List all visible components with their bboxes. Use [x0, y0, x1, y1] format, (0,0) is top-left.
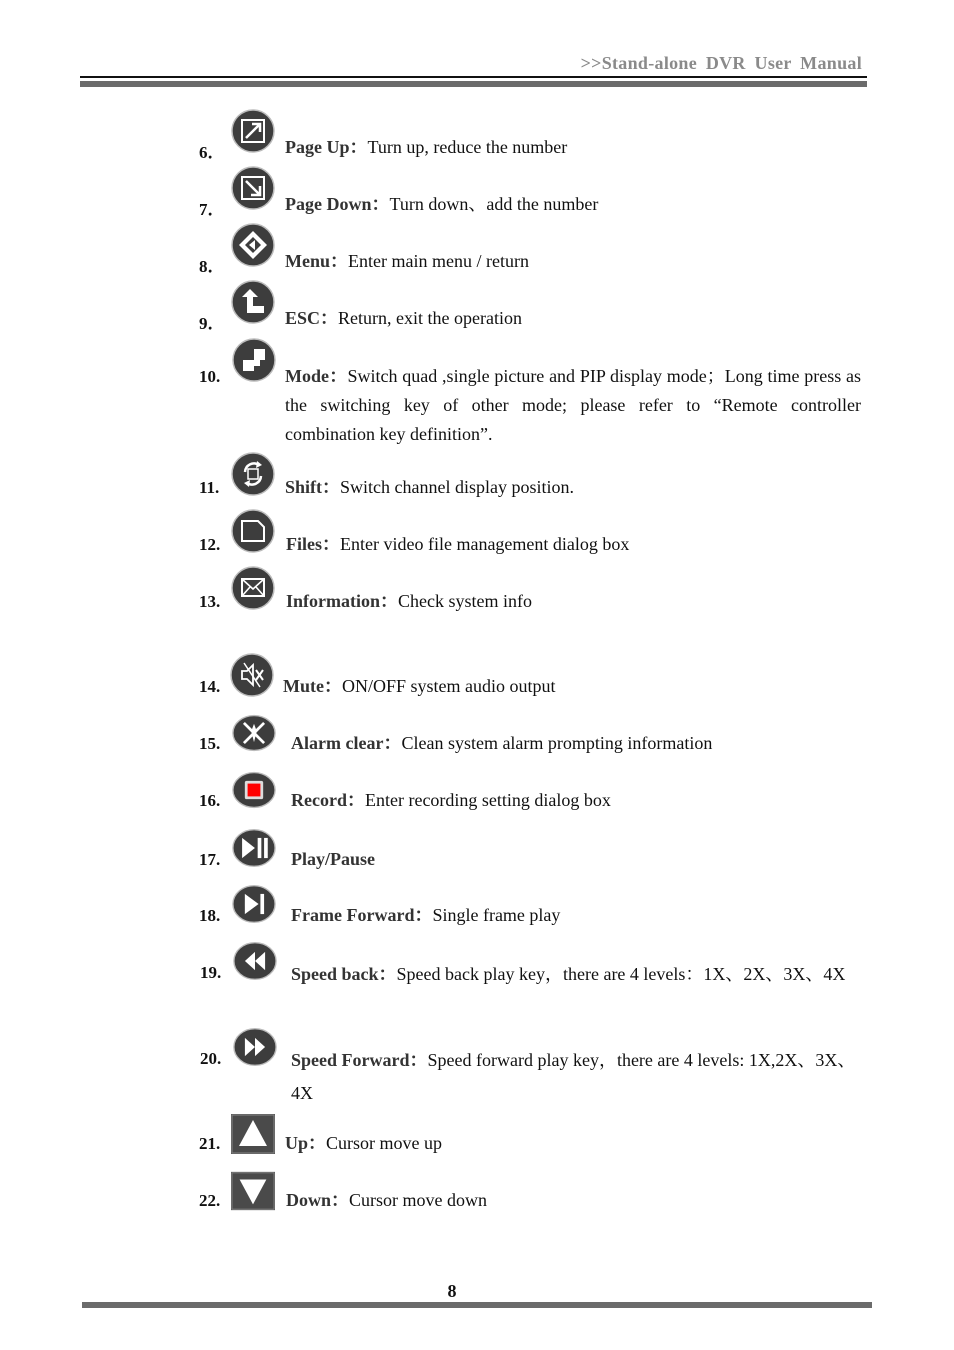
item-description: Enter main menu / return — [348, 251, 529, 271]
item-number: 17. — [199, 850, 221, 869]
item-label: Up： — [285, 1133, 327, 1153]
item-number: 7． — [199, 200, 225, 219]
play-pause-icon — [232, 826, 280, 868]
item-description: Enter recording setting dialog box — [364, 790, 611, 810]
header-rule-thin — [80, 76, 867, 78]
item-description: Speed back play key，there are 4 levels：1X、2X、3X、4X — [396, 964, 846, 984]
item-description: Clean system alarm prompting information — [401, 733, 713, 753]
down-arrow-icon — [231, 1169, 277, 1209]
mode-icon — [232, 338, 276, 382]
item-number: 12. — [199, 535, 221, 554]
record-icon — [232, 768, 280, 808]
page-down-icon — [231, 166, 275, 210]
item-number: 6． — [199, 143, 225, 162]
item-number: 16. — [199, 791, 221, 810]
up-arrow-icon — [231, 1112, 275, 1152]
item-number: 10. — [199, 367, 221, 386]
item-number: 22. — [199, 1191, 221, 1210]
item-number: 18. — [199, 906, 221, 925]
item-description: ON/OFF system audio output — [341, 676, 556, 696]
item-label: Alarm clear： — [291, 733, 402, 753]
item-label: Shift： — [285, 477, 341, 497]
item-label: Frame Forward： — [291, 905, 433, 925]
item-description: Speed forward play key，there are 4 levels: 1X,2X、3X、4X — [291, 1050, 856, 1103]
item-label: Menu： — [285, 251, 348, 271]
item-label: Record： — [291, 790, 365, 810]
item-number: 15. — [199, 734, 221, 753]
item-label: Page Down： — [285, 194, 390, 214]
item-description: Turn up, reduce the number — [367, 137, 568, 157]
header-rule-thick — [80, 81, 867, 87]
item-description: Return, exit the operation — [338, 308, 522, 328]
files-icon — [231, 509, 275, 553]
item-label: ESC： — [285, 308, 339, 328]
esc-icon — [231, 280, 275, 324]
item-description: Check system info — [398, 591, 532, 611]
item-number: 13. — [199, 592, 221, 611]
menu-icon — [231, 223, 275, 267]
item-label: Speed Forward： — [291, 1050, 428, 1070]
item-number: 21. — [199, 1134, 221, 1153]
item-number: 19. — [200, 963, 222, 982]
item-label: Files： — [286, 534, 340, 554]
item-number: 9． — [199, 314, 225, 333]
footer-rule — [82, 1302, 872, 1308]
frame-forward-icon — [232, 882, 280, 924]
page-up-icon — [231, 109, 275, 153]
item-description: Switch channel display position. — [340, 477, 574, 497]
item-label: Down： — [286, 1190, 350, 1210]
alarm-clear-icon — [232, 711, 280, 751]
item-number: 11. — [199, 478, 220, 497]
speed-back-icon — [233, 939, 281, 981]
page-number: 8 — [447, 1281, 457, 1301]
item-description: Cursor move up — [326, 1133, 443, 1153]
item-number: 14. — [199, 677, 221, 696]
item-label: Play/Pause — [291, 849, 375, 869]
item-label: Mute： — [283, 676, 342, 696]
mute-icon — [230, 653, 272, 695]
item-label: Information： — [286, 591, 398, 611]
item-description: Enter video file management dialog box — [340, 534, 630, 554]
shift-icon — [231, 452, 275, 496]
item-label: Mode： — [285, 366, 348, 386]
item-description: Switch quad ,single picture and PIP display mode；Long time press as the switching key of other mode; please refer to “Remote controller combination key definition”. — [285, 366, 861, 444]
item-description: Turn down、add the number — [389, 194, 599, 214]
speed-forward-icon — [233, 1025, 281, 1067]
item-description: Single frame play — [432, 905, 561, 925]
item-number: 20. — [200, 1049, 222, 1068]
item-number: 8． — [199, 257, 225, 276]
information-icon — [231, 566, 275, 610]
item-description: Cursor move down — [349, 1190, 488, 1210]
header-title: >>Stand-alone DVR User Manual — [580, 53, 862, 73]
item-label: Speed back： — [291, 964, 397, 984]
item-label: Page Up： — [285, 137, 368, 157]
